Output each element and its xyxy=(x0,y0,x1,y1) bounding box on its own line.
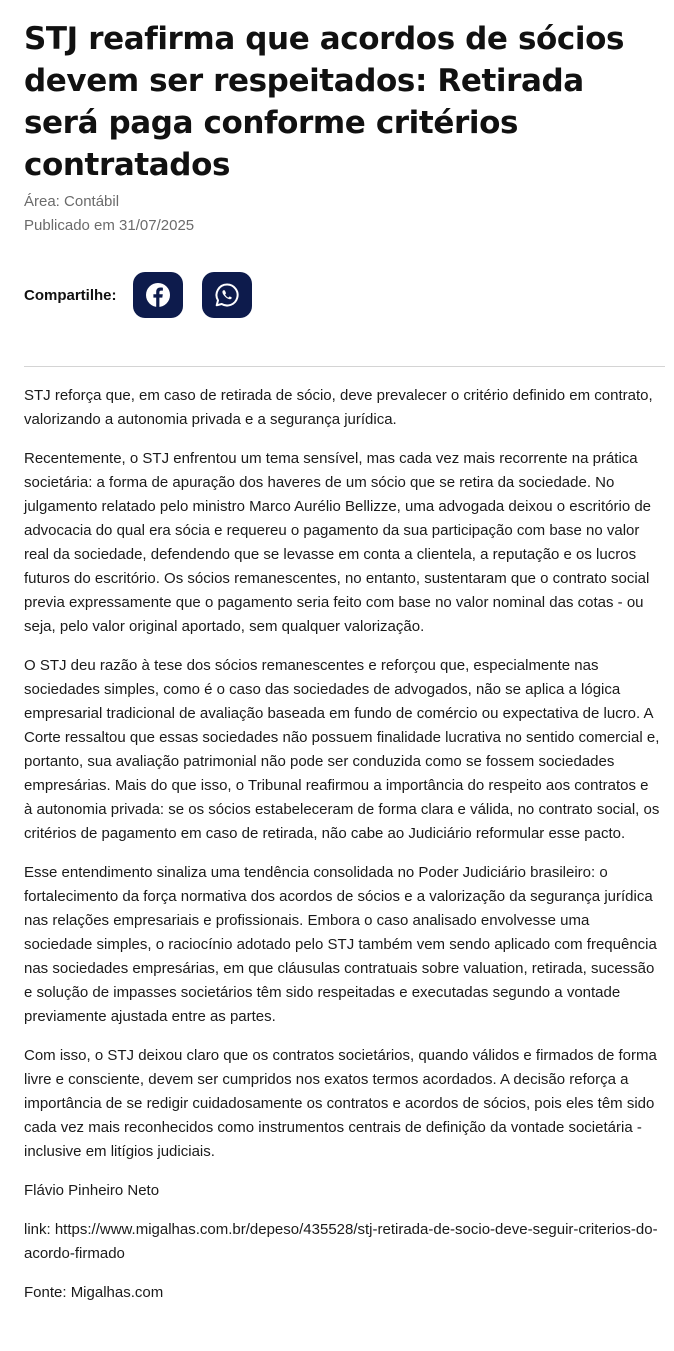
body-paragraph: Com isso, o STJ deixou claro que os contratos societários, quando válidos e firmados de forma livre e consciente, devem ser cumpridos nos exatos termos acordados. A decisão reforça a importância de se redigir cuidadosamente os contratos e acordos de sócios, pois eles têm sido cada vez mais reconhecidos como instrumentos centrais de definição da vontade societária - inclusive em litígios judiciais. xyxy=(24,1047,657,1160)
source-credit: Fonte: Migalhas.com xyxy=(24,1284,164,1301)
share-label: Compartilhe: xyxy=(24,286,117,304)
article-title: STJ reafirma que acordos de sócios devem ser respeitados: Retirada será paga conforme critérios contratados xyxy=(24,21,625,183)
whatsapp-icon xyxy=(214,282,240,308)
facebook-share-button[interactable] xyxy=(133,272,183,318)
source-link: link: https://www.migalhas.com.br/depeso/435528/stj-retirada-de-socio-deve-seguir-criterios-do-acordo-firmado xyxy=(24,1221,658,1262)
article-body xyxy=(24,384,660,1320)
article-meta xyxy=(24,190,194,238)
body-paragraph: O STJ deu razão à tese dos sócios remanescentes e reforçou que, especialmente nas sociedades simples, como é o caso das sociedades de advogados, não se aplica a lógica empresarial tradicional de avaliação baseada em fundo de comércio ou expectativa de lucro. A Corte ressaltou que essas sociedades não possuem finalidade lucrativa no sentido comercial e, portanto, sua avaliação patrimonial não pode ser conduzida como se fossem sociedades empresárias. Mais do que isso, o Tribunal reafirmou a importância do respeito aos contratos e à autonomia privada: se os sócios estabeleceram de forma clara e válida, no contrato social, os critérios de pagamento em caso de retirada, não cabe ao Judiciário reformular esse pacto. xyxy=(24,657,660,842)
article-area: Área: Contábil xyxy=(24,193,120,210)
author-name: Flávio Pinheiro Neto xyxy=(24,1182,160,1199)
body-paragraph: STJ reforça que, em caso de retirada de sócio, deve prevalecer o critério definido em contrato, valorizando a autonomia privada e a segurança jurídica. xyxy=(24,387,653,428)
article-published-date: Publicado em 31/07/2025 xyxy=(24,217,195,234)
body-paragraph: Esse entendimento sinaliza uma tendência consolidada no Poder Judiciário brasileiro: o fortalecimento da força normativa dos acordos de sócios e a valorização da segurança jurídica nas relações empresariais e profissionais. Embora o caso analisado envolvesse uma sociedade simples, o raciocínio adotado pelo STJ também vem sendo aplicado com frequência nas sociedades empresárias, em que cláusulas contratuais sobre valuation, retirada, sucessão e solução de impasses societários têm sido respeitadas e executadas segundo a vontade previamente ajustada entre as partes. xyxy=(24,864,657,1025)
body-paragraph: Recentemente, o STJ enfrentou um tema sensível, mas cada vez mais recorrente na prática societária: a forma de apuração dos haveres de um sócio que se retira da sociedade. No julgamento relatado pelo ministro Marco Aurélio Bellizze, uma advogada deixou o escritório de advocacia do qual era sócia e requereu o pagamento da sua participação com base no valor real da sociedade, defendendo que se levasse em conta a clientela, a reputação e os lucros futuros do escritório. Os sócios remanescentes, no entanto, sustentaram que o contrato social previa expressamente que o pagamento seria feito com base no valor nominal das cotas - ou seja, pelo valor original aportado, sem qualquer valorização. xyxy=(24,450,652,635)
share-bar xyxy=(24,272,271,318)
whatsapp-share-button[interactable] xyxy=(202,272,252,318)
facebook-icon xyxy=(145,282,171,308)
header-divider xyxy=(24,366,665,367)
